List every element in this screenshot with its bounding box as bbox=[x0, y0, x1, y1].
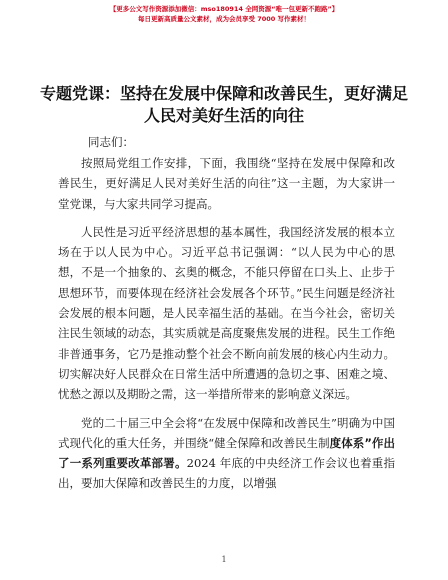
paragraph-2: 人民性是习近平经济思想的基本属性，我国经济发展的根本立场在于以人民为中心。习近平总书记强调：“以人民为中心的思想，不是一个抽象的、玄奥的概念，不能只停留在口头上、止步于思想环节，而要体现在经济社会发展各个环节。”民生问题是经济社会发展的根本问题，是人民幸福生活的基础。在当今社会，密切关注民生领域的动态，其实质就是高度聚焦发展的进程。民生工作绝非普通事务，它乃是推动整个社会不断向前发展的核心内生动力。切实解决好人民群众在日常生活中所遭遇的急切之事、困难之境、忧愁之源以及期盼之需，这一举措所带来的影响意义深远。 bbox=[58, 224, 395, 402]
salutation: 同志们： bbox=[88, 135, 134, 149]
document-body bbox=[58, 153, 395, 494]
banner-line-2: 每日更新高质量公文素材，成为会员享受 7000 写作素材！ bbox=[137, 15, 311, 23]
paragraph-1: 按照局党组工作安排，下面，我围绕“坚持在发展中保障和改善民生，更好满足人民对美好生活的向往”这一主题，为大家讲一堂党课，与大家共同学习提高。 bbox=[58, 156, 395, 211]
paragraph-3-bold: 度体系”作出了一系列重要改革部署。 bbox=[58, 435, 395, 471]
banner-line-1: 【更多公文写作资源添加微信：mso180914 全网资源“唯一包更新不跑路”】 bbox=[109, 5, 339, 13]
paragraph-3 bbox=[58, 413, 395, 494]
document-title: 专题党课：坚持在发展中保障和改善民生，更好满足人民对美好生活的向往 bbox=[40, 84, 409, 125]
page-number: 1 bbox=[221, 555, 227, 564]
header-banner bbox=[0, 4, 448, 24]
paragraph-3-part-2: 2024 年底的中央经济工作会议也着重指出，要加大保障和改善民生的力度，以增强 bbox=[58, 456, 396, 491]
paragraph-3-part-1: 党的二十届三中全会将“在发展中保障和改善民生”明确为中国式现代化的重大任务，并围绕“健全保障和改善民生制 bbox=[58, 415, 395, 450]
